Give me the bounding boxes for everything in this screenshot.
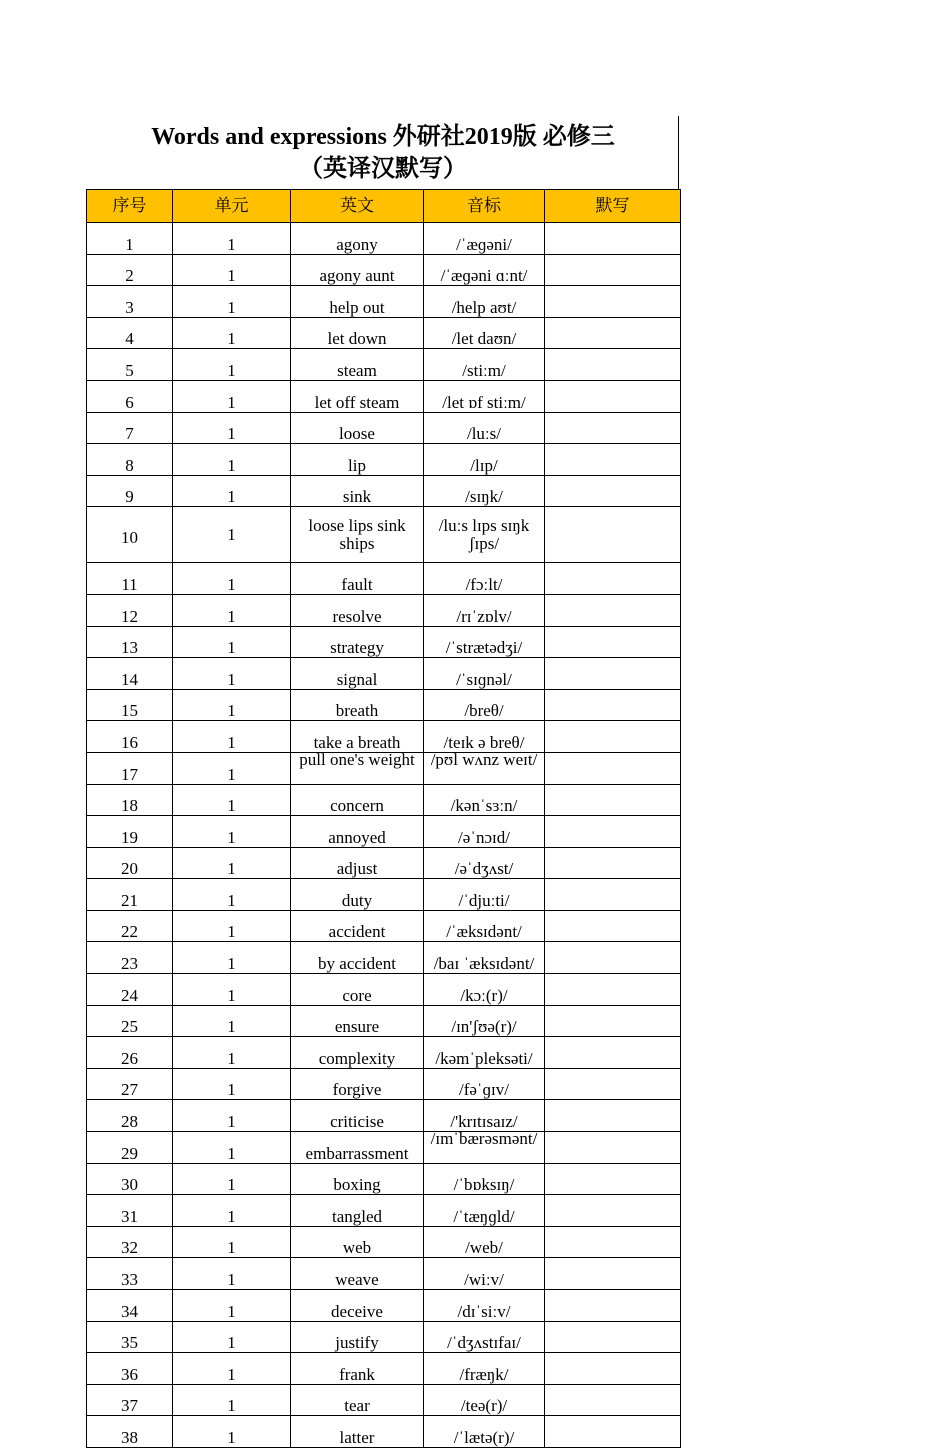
row-phonetic: /ˈbɒksɪŋ/ (424, 1163, 545, 1195)
row-number: 12 (87, 594, 173, 626)
row-unit: 1 (173, 784, 291, 816)
row-number: 14 (87, 658, 173, 690)
row-phonetic: /ˈdʒʌstɪfaɪ/ (424, 1321, 545, 1353)
row-phonetic: /ˈtæŋɡld/ (424, 1195, 545, 1227)
row-english: adjust (291, 847, 424, 879)
row-number: 32 (87, 1226, 173, 1258)
row-unit: 1 (173, 1353, 291, 1385)
row-number: 38 (87, 1416, 173, 1448)
row-english: embarrassment (291, 1132, 424, 1164)
row-number: 19 (87, 816, 173, 848)
table-row (87, 1005, 681, 1037)
row-english: let off steam (291, 380, 424, 412)
row-english: annoyed (291, 816, 424, 848)
header-dictation: 默写 (545, 190, 681, 223)
row-english: agony (291, 223, 424, 255)
row-dictation[interactable] (545, 475, 681, 507)
row-dictation[interactable] (545, 349, 681, 381)
table-row (87, 1163, 681, 1195)
row-number: 27 (87, 1068, 173, 1100)
row-phonetic: /wiːv/ (424, 1258, 545, 1290)
table-row (87, 444, 681, 476)
table-row (87, 1195, 681, 1227)
row-phonetic: /let daʊn/ (424, 317, 545, 349)
row-unit: 1 (173, 1195, 291, 1227)
row-dictation[interactable] (545, 974, 681, 1006)
row-number: 21 (87, 879, 173, 911)
row-phonetic: /teə(r)/ (424, 1384, 545, 1416)
row-english: loose (291, 412, 424, 444)
page-subtitle: （英译汉默写） (299, 156, 467, 182)
row-unit: 1 (173, 1226, 291, 1258)
row-phonetic: /rɪˈzɒlv/ (424, 594, 545, 626)
row-number: 17 (87, 752, 173, 784)
row-dictation[interactable] (545, 594, 681, 626)
table-header-row (87, 190, 681, 223)
row-number: 23 (87, 942, 173, 974)
table-row (87, 380, 681, 412)
row-english: concern (291, 784, 424, 816)
table-row (87, 1290, 681, 1322)
row-number: 9 (87, 475, 173, 507)
table-row (87, 1416, 681, 1448)
row-phonetic: /ˈsɪɡnəl/ (424, 658, 545, 690)
row-phonetic: /let ɒf stiːm/ (424, 380, 545, 412)
row-unit: 1 (173, 444, 291, 476)
row-phonetic: /dɪˈsiːv/ (424, 1290, 545, 1322)
row-dictation[interactable] (545, 254, 681, 286)
row-dictation[interactable] (545, 1100, 681, 1132)
row-unit: 1 (173, 816, 291, 848)
row-number: 33 (87, 1258, 173, 1290)
row-english: steam (291, 349, 424, 381)
table-row (87, 349, 681, 381)
row-english: sink (291, 475, 424, 507)
table-row (87, 1258, 681, 1290)
row-unit: 1 (173, 689, 291, 721)
row-dictation[interactable] (545, 942, 681, 974)
row-dictation[interactable] (545, 784, 681, 816)
row-number: 3 (87, 286, 173, 318)
row-number: 30 (87, 1163, 173, 1195)
row-number: 37 (87, 1384, 173, 1416)
row-dictation[interactable] (545, 286, 681, 318)
row-english: signal (291, 658, 424, 690)
row-unit: 1 (173, 349, 291, 381)
row-dictation[interactable] (545, 1416, 681, 1448)
row-english: lip (291, 444, 424, 476)
row-unit: 1 (173, 1068, 291, 1100)
row-unit: 1 (173, 1416, 291, 1448)
row-english: take a breath (291, 721, 424, 753)
row-dictation[interactable] (545, 1258, 681, 1290)
row-english: help out (291, 286, 424, 318)
table-row (87, 1353, 681, 1385)
row-unit: 1 (173, 1384, 291, 1416)
row-unit: 1 (173, 412, 291, 444)
row-unit: 1 (173, 721, 291, 753)
row-dictation[interactable] (545, 1195, 681, 1227)
row-unit: 1 (173, 317, 291, 349)
row-unit: 1 (173, 1005, 291, 1037)
table-row (87, 223, 681, 255)
row-phonetic: /ˈlætə(r)/ (424, 1416, 545, 1448)
table-row (87, 1226, 681, 1258)
row-english: resolve (291, 594, 424, 626)
row-unit: 1 (173, 223, 291, 255)
row-english: complexity (291, 1037, 424, 1069)
row-english: strategy (291, 626, 424, 658)
row-phonetic: /lɪp/ (424, 444, 545, 476)
row-phonetic: /ˈdjuːti/ (424, 879, 545, 911)
row-english: breath (291, 689, 424, 721)
row-unit: 1 (173, 507, 291, 563)
row-phonetic: /sɪŋk/ (424, 475, 545, 507)
row-phonetic: /luːs lɪps sɪŋk ʃɪps/ (424, 507, 545, 563)
row-english: forgive (291, 1068, 424, 1100)
row-number: 5 (87, 349, 173, 381)
row-number: 8 (87, 444, 173, 476)
row-phonetic: /help aʊt/ (424, 286, 545, 318)
table-row (87, 563, 681, 595)
row-english: ensure (291, 1005, 424, 1037)
row-phonetic: /ˈæksɪdənt/ (424, 910, 545, 942)
row-number: 4 (87, 317, 173, 349)
table-row (87, 942, 681, 974)
row-unit: 1 (173, 752, 291, 784)
header-no: 序号 (87, 190, 173, 223)
row-phonetic: /fɔːlt/ (424, 563, 545, 595)
table-row (87, 816, 681, 848)
row-number: 18 (87, 784, 173, 816)
row-dictation[interactable] (545, 412, 681, 444)
row-phonetic: /əˈnɔɪd/ (424, 816, 545, 848)
row-phonetic: /ɪmˈbærəsmənt/ (424, 1132, 545, 1164)
row-number: 31 (87, 1195, 173, 1227)
row-number: 20 (87, 847, 173, 879)
row-dictation[interactable] (545, 879, 681, 911)
row-number: 10 (87, 507, 173, 563)
header-english: 英文 (291, 190, 424, 223)
row-unit: 1 (173, 942, 291, 974)
row-phonetic: /ˈæɡəni/ (424, 223, 545, 255)
table-row (87, 1037, 681, 1069)
row-english: duty (291, 879, 424, 911)
row-english: by accident (291, 942, 424, 974)
table-row (87, 1100, 681, 1132)
row-unit: 1 (173, 594, 291, 626)
row-dictation[interactable] (545, 1384, 681, 1416)
row-phonetic: /'krɪtɪsaɪz/ (424, 1100, 545, 1132)
row-dictation[interactable] (545, 1226, 681, 1258)
table-row (87, 1132, 681, 1164)
row-number: 11 (87, 563, 173, 595)
row-unit: 1 (173, 1163, 291, 1195)
row-english: justify (291, 1321, 424, 1353)
row-number: 26 (87, 1037, 173, 1069)
table-row (87, 658, 681, 690)
row-dictation[interactable] (545, 689, 681, 721)
row-english: latter (291, 1416, 424, 1448)
row-phonetic: /pʊl wʌnz weɪt/ (424, 752, 545, 784)
row-phonetic: /fəˈɡɪv/ (424, 1068, 545, 1100)
row-unit: 1 (173, 910, 291, 942)
row-phonetic: /web/ (424, 1226, 545, 1258)
row-unit: 1 (173, 563, 291, 595)
row-number: 6 (87, 380, 173, 412)
row-english: criticise (291, 1100, 424, 1132)
table-row (87, 910, 681, 942)
row-dictation[interactable] (545, 816, 681, 848)
table-row (87, 1321, 681, 1353)
row-english: frank (291, 1353, 424, 1385)
table-body (87, 223, 681, 1448)
row-number: 34 (87, 1290, 173, 1322)
row-dictation[interactable] (545, 1163, 681, 1195)
row-number: 25 (87, 1005, 173, 1037)
row-number: 2 (87, 254, 173, 286)
row-dictation[interactable] (545, 1037, 681, 1069)
table-row (87, 784, 681, 816)
row-english: accident (291, 910, 424, 942)
row-dictation[interactable] (545, 626, 681, 658)
row-dictation[interactable] (545, 1353, 681, 1385)
row-english: let down (291, 317, 424, 349)
row-unit: 1 (173, 286, 291, 318)
row-number: 1 (87, 223, 173, 255)
row-dictation[interactable] (545, 910, 681, 942)
table-row (87, 286, 681, 318)
row-dictation[interactable] (545, 721, 681, 753)
row-dictation[interactable] (545, 317, 681, 349)
row-dictation[interactable] (545, 752, 681, 784)
row-number: 35 (87, 1321, 173, 1353)
row-phonetic: /ɪn'ʃʊə(r)/ (424, 1005, 545, 1037)
header-unit: 单元 (173, 190, 291, 223)
table-row (87, 475, 681, 507)
row-phonetic: /breθ/ (424, 689, 545, 721)
row-phonetic: /kəmˈpleksəti/ (424, 1037, 545, 1069)
row-phonetic: /kənˈsɜːn/ (424, 784, 545, 816)
row-phonetic: /əˈdʒʌst/ (424, 847, 545, 879)
row-phonetic: /fræŋk/ (424, 1353, 545, 1385)
table-row (87, 974, 681, 1006)
table-row (87, 317, 681, 349)
table-row (87, 879, 681, 911)
row-unit: 1 (173, 1100, 291, 1132)
row-phonetic: /luːs/ (424, 412, 545, 444)
row-english: web (291, 1226, 424, 1258)
table-row (87, 1384, 681, 1416)
row-english: loose lips sink ships (291, 507, 424, 563)
row-dictation[interactable] (545, 1005, 681, 1037)
row-dictation[interactable] (545, 223, 681, 255)
row-phonetic: /stiːm/ (424, 349, 545, 381)
row-english: tear (291, 1384, 424, 1416)
row-unit: 1 (173, 380, 291, 412)
row-dictation[interactable] (545, 563, 681, 595)
row-number: 7 (87, 412, 173, 444)
row-dictation[interactable] (545, 507, 681, 563)
table-row (87, 594, 681, 626)
row-unit: 1 (173, 974, 291, 1006)
page-title: Words and expressions 外研社2019版 必修三 (151, 124, 615, 150)
row-unit: 1 (173, 475, 291, 507)
row-dictation[interactable] (545, 1290, 681, 1322)
row-unit: 1 (173, 879, 291, 911)
row-english: fault (291, 563, 424, 595)
row-english: agony aunt (291, 254, 424, 286)
row-number: 28 (87, 1100, 173, 1132)
row-english: weave (291, 1258, 424, 1290)
row-dictation[interactable] (545, 1321, 681, 1353)
row-english: core (291, 974, 424, 1006)
row-number: 15 (87, 689, 173, 721)
row-unit: 1 (173, 254, 291, 286)
row-dictation[interactable] (545, 658, 681, 690)
header-phonetic: 音标 (424, 190, 545, 223)
row-english: pull one's weight (291, 752, 424, 784)
row-unit: 1 (173, 1258, 291, 1290)
table-row (87, 254, 681, 286)
table-row (87, 507, 681, 563)
row-number: 16 (87, 721, 173, 753)
table-row (87, 721, 681, 753)
row-number: 29 (87, 1132, 173, 1164)
row-unit: 1 (173, 1321, 291, 1353)
row-phonetic: /ˈæɡəni ɑːnt/ (424, 254, 545, 286)
row-number: 13 (87, 626, 173, 658)
row-dictation[interactable] (545, 847, 681, 879)
table-row (87, 689, 681, 721)
row-english: tangled (291, 1195, 424, 1227)
table-row (87, 412, 681, 444)
table-row (87, 1068, 681, 1100)
row-dictation[interactable] (545, 380, 681, 412)
row-phonetic: /kɔː(r)/ (424, 974, 545, 1006)
row-unit: 1 (173, 847, 291, 879)
row-phonetic: /ˈstrætədʒi/ (424, 626, 545, 658)
row-unit: 1 (173, 658, 291, 690)
table-row (87, 847, 681, 879)
row-english: deceive (291, 1290, 424, 1322)
row-dictation[interactable] (545, 1132, 681, 1164)
row-number: 36 (87, 1353, 173, 1385)
row-phonetic: /baɪ ˈæksɪdənt/ (424, 942, 545, 974)
row-unit: 1 (173, 1132, 291, 1164)
table-row (87, 626, 681, 658)
row-number: 22 (87, 910, 173, 942)
row-unit: 1 (173, 1037, 291, 1069)
row-unit: 1 (173, 626, 291, 658)
table-row (87, 752, 681, 784)
row-unit: 1 (173, 1290, 291, 1322)
row-number: 24 (87, 974, 173, 1006)
row-dictation[interactable] (545, 444, 681, 476)
row-english: boxing (291, 1163, 424, 1195)
row-dictation[interactable] (545, 1068, 681, 1100)
vocabulary-table (86, 189, 681, 1448)
row-phonetic: /teɪk ə breθ/ (424, 721, 545, 753)
